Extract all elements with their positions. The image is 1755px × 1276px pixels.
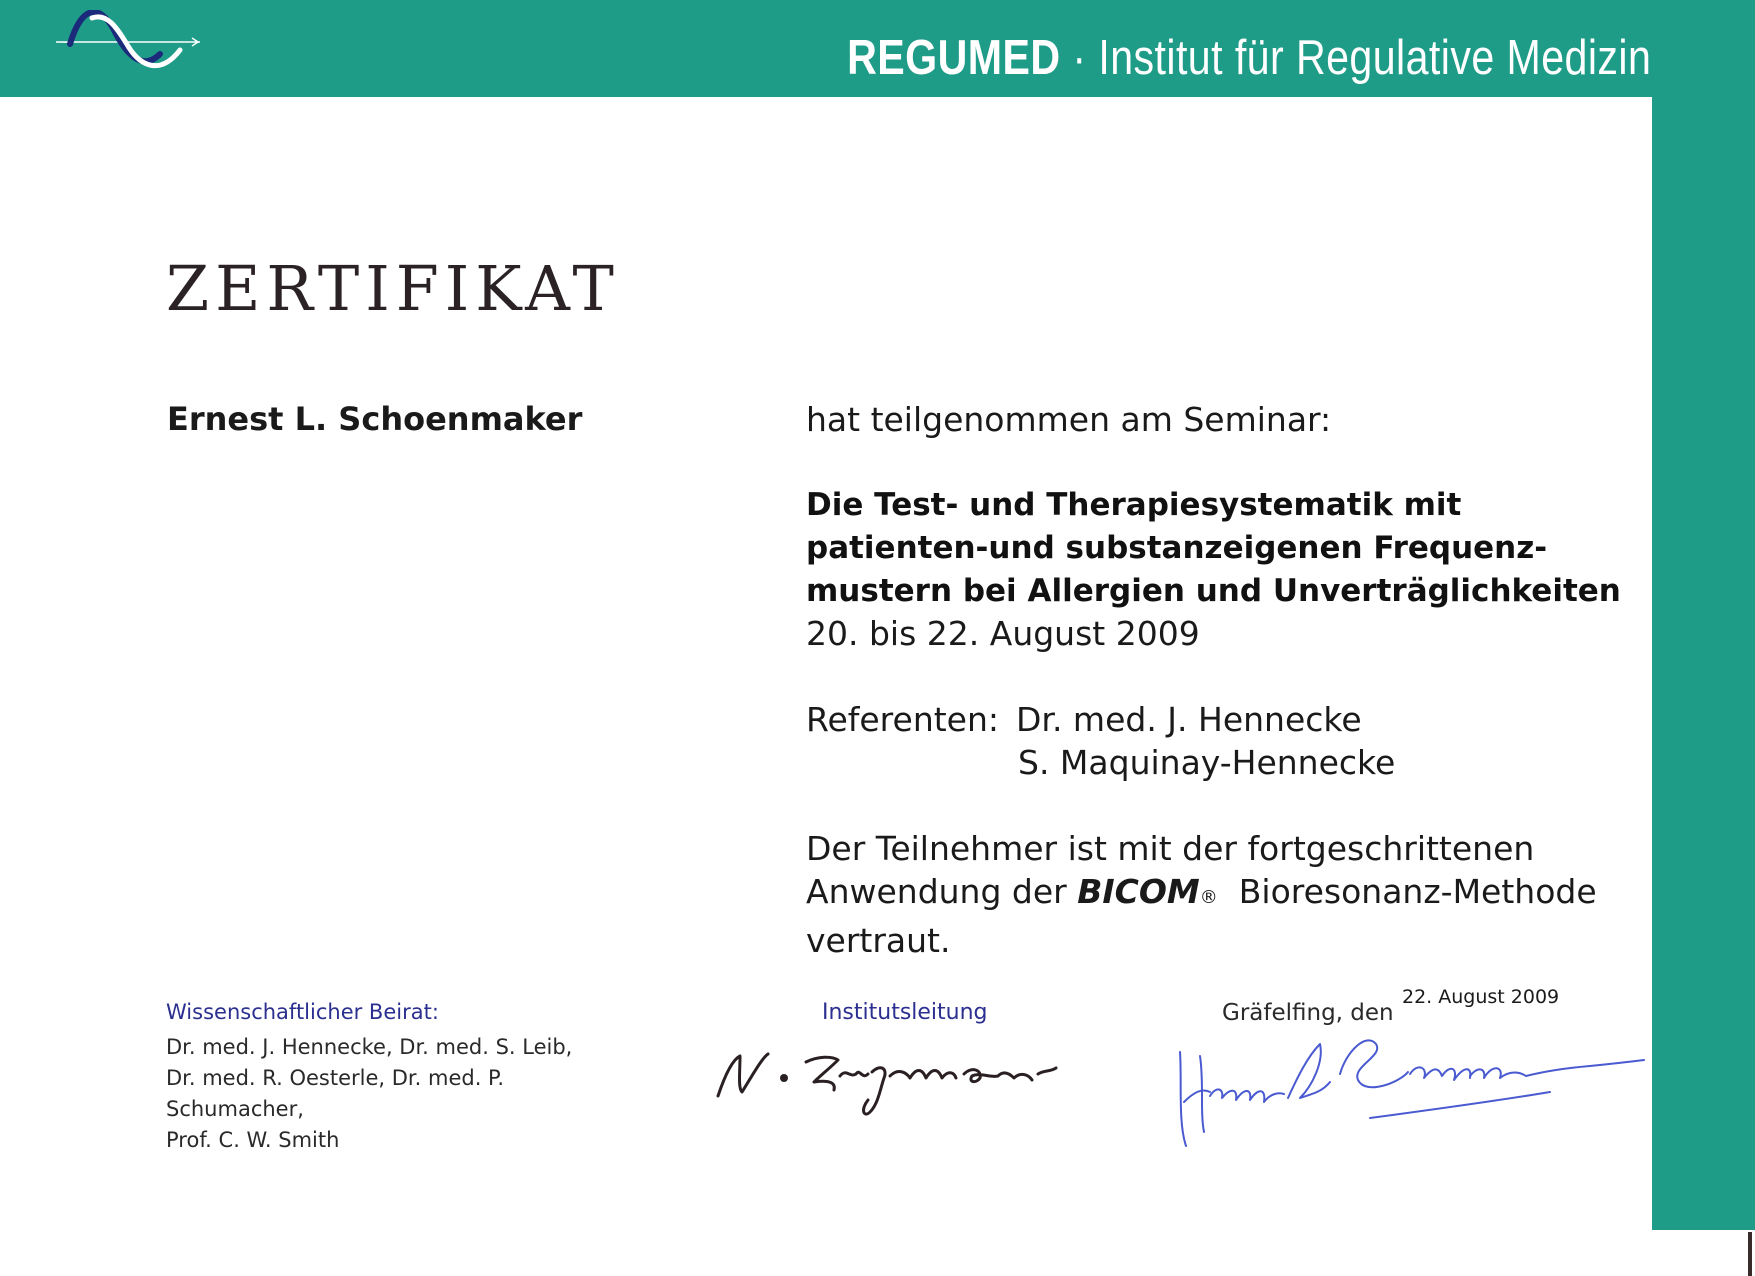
recipient-name: Ernest L. Schoenmaker [167, 400, 583, 438]
place-label: Gräfelfing, den [1222, 1000, 1394, 1026]
statement-line: vertraut. [806, 921, 951, 960]
page-corner [1652, 1230, 1755, 1276]
seminar-title-line: mustern bei Allergien und Unverträglichkeiten [806, 573, 1621, 609]
statement-suffix: Bioresonanz-Methode [1238, 872, 1597, 911]
director-signatures [1170, 1022, 1650, 1152]
advisory-line: Dr. med. J. Hennecke, Dr. med. S. Leib, [166, 1035, 573, 1059]
advisory-board-members [166, 1032, 646, 1156]
advisory-line: Prof. C. W. Smith [166, 1128, 340, 1152]
statement-line [806, 870, 1646, 919]
speaker-name: S. Maquinay-Hennecke [1018, 743, 1396, 782]
institute-leadership-heading: Institutsleitung [822, 1000, 988, 1025]
registered-mark: ® [1199, 887, 1218, 908]
seminar-title-line: Die Test- und Therapiesystematik mit [806, 487, 1462, 523]
bicom-brand: BICOM [1077, 872, 1200, 911]
speakers-label: Referenten: [806, 700, 1000, 739]
advisory-board-heading: Wissenschaftlicher Beirat: [166, 1000, 439, 1024]
place-date: 22. August 2009 [1402, 986, 1560, 1008]
side-band [1652, 0, 1755, 1230]
institute-header [847, 30, 1651, 86]
brand-name: REGUMED [846, 31, 1061, 85]
statement-line: Der Teilnehmer ist mit der fortgeschrittenen [806, 829, 1535, 868]
speaker-name: Dr. med. J. Hennecke [1016, 700, 1362, 739]
advisory-line: Dr. med. R. Oesterle, Dr. med. P. Schumacher, [166, 1066, 505, 1121]
sine-wave-logo-icon [56, 10, 200, 76]
header-separator: · [1072, 31, 1087, 85]
seminar-date: 20. bis 22. August 2009 [806, 614, 1200, 653]
seminar-title [806, 484, 1636, 613]
leadership-signature [710, 1038, 1080, 1124]
institute-name: Institut für Regulative Medizin [1098, 31, 1651, 85]
certificate-title: ZERTIFIKAT [166, 252, 620, 325]
participation-intro: hat teilgenommen am Seminar: [806, 400, 1332, 439]
competence-statement [806, 827, 1646, 962]
seminar-title-line: patienten-und substanzeigenen Frequenz- [806, 530, 1548, 566]
scan-edge-mark [1748, 1232, 1752, 1276]
statement-prefix: Anwendung der [806, 872, 1067, 911]
